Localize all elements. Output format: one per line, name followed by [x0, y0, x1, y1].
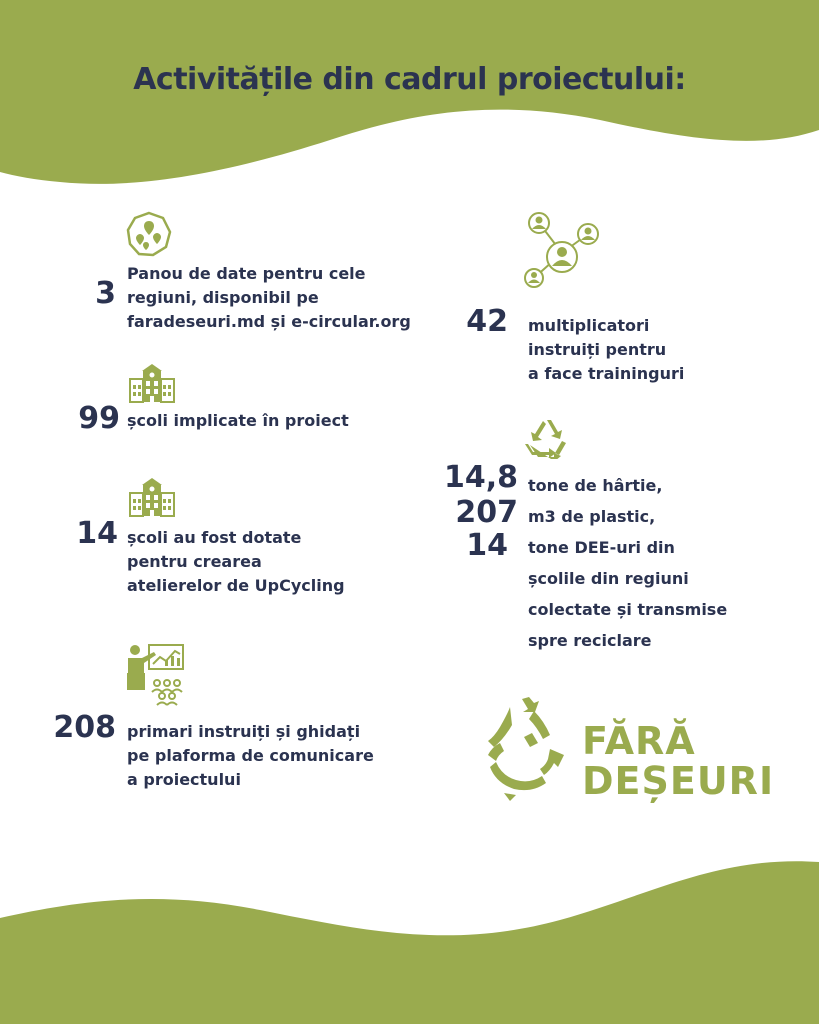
- item-text-line: școlile din regiuni: [528, 569, 689, 588]
- item-text: [127, 526, 447, 598]
- item-text-line: regiuni, disponibil pe: [127, 288, 319, 307]
- item-number: 42: [466, 304, 508, 339]
- logo-line-1: FĂRĂ: [582, 719, 696, 763]
- logo-line-2: DEȘEURI: [582, 759, 775, 803]
- school-building-icon: [128, 363, 176, 403]
- map-pins-icon: [126, 211, 172, 257]
- item-text-line: școli au fost dotate: [127, 528, 302, 547]
- item-text-line: tone de hârtie,: [528, 476, 663, 495]
- network-people-icon: [520, 208, 602, 290]
- item-text: [127, 720, 447, 792]
- item-number: 14,8: [443, 460, 518, 495]
- item-text-line: colectate și transmise: [528, 600, 728, 619]
- item-text-line: școli implicate în proiect: [127, 411, 349, 430]
- item-number: 3: [95, 276, 116, 311]
- page-title: Activitățile din cadrul proiectului:: [133, 62, 686, 97]
- item-text-line: spre reciclare: [528, 631, 652, 650]
- item-text-line: Panou de date pentru cele: [127, 264, 366, 283]
- item-text-line: tone DEE-uri din: [528, 538, 675, 557]
- item-text-line: multiplicatori: [528, 316, 650, 335]
- logo-text: [582, 721, 774, 801]
- item-text-line: pentru crearea: [127, 552, 262, 571]
- item-number: 208: [53, 710, 116, 745]
- item-text: [127, 262, 447, 334]
- item-text-line: instruiți pentru: [528, 340, 667, 359]
- item-text-line: a proiectului: [127, 770, 241, 789]
- item-text: [528, 470, 788, 656]
- item-number: 14: [76, 516, 118, 551]
- item-number: 14: [466, 528, 508, 563]
- item-text-line: m3 de plastic,: [528, 507, 656, 526]
- presentation-icon: [125, 642, 187, 706]
- item-number: 207: [455, 495, 518, 530]
- item-text-line: atelierelor de UpCycling: [127, 576, 345, 595]
- item-text: [528, 314, 788, 386]
- school-building-icon: [128, 477, 176, 517]
- recycle-icon: [524, 417, 570, 459]
- item-text-line: primari instruiți și ghidați: [127, 722, 361, 741]
- item-text: [127, 409, 447, 433]
- item-number: 99: [78, 401, 120, 436]
- item-text-line: pe plaforma de comunicare: [127, 746, 374, 765]
- item-text-line: a face traininguri: [528, 364, 685, 383]
- item-text-line: faradeseuri.md și e-circular.org: [127, 312, 411, 331]
- logo-recycle-figures-icon: [484, 697, 570, 803]
